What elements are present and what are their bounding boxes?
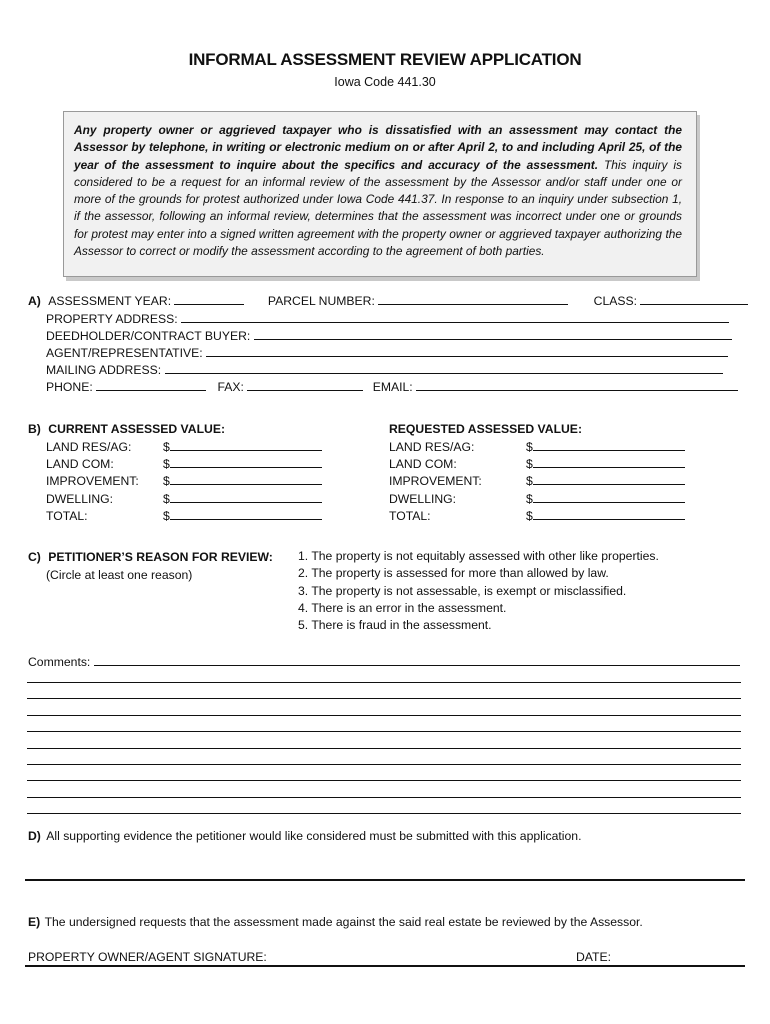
comments-row <box>28 654 740 670</box>
section-e-row <box>28 914 643 930</box>
comments-label: Comments: <box>28 655 91 669</box>
current-value-field[interactable] <box>170 491 322 503</box>
dollar-sign: $ <box>163 440 170 454</box>
current-value-row <box>163 473 322 489</box>
property-address-field[interactable] <box>181 311 729 323</box>
comment-line[interactable] <box>27 780 741 781</box>
section-b-letter: B) <box>28 422 41 436</box>
current-value-label: LAND RES/AG: <box>46 440 132 454</box>
requested-value-row <box>526 473 685 489</box>
email-field[interactable] <box>416 379 738 391</box>
agent-field[interactable] <box>206 345 728 357</box>
requested-value-field[interactable] <box>533 491 685 503</box>
reason-list <box>298 548 659 634</box>
section-a-row-5 <box>46 362 723 378</box>
current-value-label: TOTAL: <box>46 508 88 523</box>
date-label: DATE: <box>576 950 611 964</box>
section-a-row-3 <box>46 328 732 344</box>
comment-line[interactable] <box>27 698 741 699</box>
requested-value-row <box>526 508 685 524</box>
current-value-row <box>163 491 322 507</box>
agent-label: AGENT/REPRESENTATIVE: <box>46 346 203 360</box>
reason-title: PETITIONER’S REASON FOR REVIEW: <box>48 550 273 564</box>
property-address-label: PROPERTY ADDRESS: <box>46 312 178 326</box>
notice-body-text: This inquiry is considered to be a request for an informal review of the assessment by the Assessor and/or staff under one or more of the grounds for protest authorized under Iowa Code 441.37. In response to an inquiry under subsection 1, if the assessor, following an informal review, determines that the assessment was incorrect under one or grounds for protest may enter into a signed written agreement with the property owner or aggrieved taxpayer authorizing the Assessor to correct or modify the assessment according to the agreement of both parties. <box>74 157 682 259</box>
phone-field[interactable] <box>96 379 206 391</box>
comment-line[interactable] <box>27 813 741 814</box>
dollar-sign: $ <box>526 457 533 472</box>
fax-label: FAX: <box>217 380 244 394</box>
page-subtitle: Iowa Code 441.30 <box>334 75 436 89</box>
page-title: INFORMAL ASSESSMENT REVIEW APPLICATION <box>188 50 582 69</box>
section-d-letter: D) <box>28 829 41 843</box>
requested-value-field[interactable] <box>533 456 685 468</box>
reason-item[interactable]: 3. The property is not assessable, is exempt or misclassified. <box>298 583 627 598</box>
section-a-row-2 <box>46 311 729 327</box>
notice-bold-text: Any property owner or aggrieved taxpayer who is dissatisfied with an assessment may contact the Assessor by telephone, in writing or electronic medium on or after April 2, to and including April 25, of the year of the assessment to inquire about the specifics and accuracy of the assessment. <box>74 123 682 172</box>
class-field[interactable] <box>640 293 748 305</box>
reason-item[interactable]: 5. There is fraud in the assessment. <box>298 618 492 633</box>
dollar-sign: $ <box>163 508 170 523</box>
class-label: CLASS: <box>593 294 638 308</box>
section-d-divider <box>25 879 745 881</box>
comment-line[interactable] <box>27 715 741 716</box>
current-value-field[interactable] <box>170 439 322 451</box>
section-d-row <box>28 828 581 844</box>
current-value-label: LAND COM: <box>46 457 114 472</box>
section-a-row-6 <box>46 379 738 395</box>
requested-value-field[interactable] <box>533 508 685 520</box>
phone-label: PHONE: <box>46 380 93 394</box>
dollar-sign: $ <box>163 457 170 472</box>
current-value-label: DWELLING: <box>46 491 114 506</box>
comment-line[interactable] <box>27 682 741 683</box>
requested-value-row <box>526 456 685 472</box>
dollar-sign: $ <box>526 491 533 506</box>
deedholder-label: DEEDHOLDER/CONTRACT BUYER: <box>46 329 251 343</box>
email-label: EMAIL: <box>372 380 413 394</box>
dollar-sign: $ <box>526 474 533 489</box>
reason-hint: (Circle at least one reason) <box>46 568 193 582</box>
notice-box <box>63 111 697 277</box>
current-value-row <box>163 439 322 455</box>
parcel-number-label: PARCEL NUMBER: <box>267 294 375 308</box>
requested-value-label: DWELLING: <box>389 491 457 506</box>
section-e-text: The undersigned requests that the assessment made against the said real estate be reviewed by the Assessor. <box>44 915 643 929</box>
dollar-sign: $ <box>526 508 533 523</box>
current-value-row <box>163 456 322 472</box>
requested-value-field[interactable] <box>533 439 685 451</box>
section-c-header <box>28 549 273 565</box>
current-value-label: IMPROVEMENT: <box>46 474 139 489</box>
requested-value-label: LAND COM: <box>389 457 457 472</box>
mailing-address-label: MAILING ADDRESS: <box>46 363 162 377</box>
section-e-letter: E) <box>28 915 41 929</box>
comment-line[interactable] <box>27 764 741 765</box>
assessment-year-field[interactable] <box>174 293 244 305</box>
section-a-letter: A) <box>28 294 41 308</box>
current-value-field[interactable] <box>170 473 322 485</box>
current-value-field[interactable] <box>170 456 322 468</box>
requested-assessed-title: REQUESTED ASSESSED VALUE: <box>389 422 582 436</box>
requested-value-row <box>526 491 685 507</box>
fax-field[interactable] <box>247 379 363 391</box>
requested-value-field[interactable] <box>533 473 685 485</box>
deedholder-field[interactable] <box>254 328 732 340</box>
requested-value-label: TOTAL: <box>389 508 431 523</box>
reason-item[interactable]: 4. There is an error in the assessment. <box>298 600 507 615</box>
comment-line[interactable] <box>27 748 741 749</box>
mailing-address-field[interactable] <box>165 362 723 374</box>
comments-field[interactable] <box>94 654 740 666</box>
current-assessed-title: CURRENT ASSESSED VALUE: <box>48 422 226 436</box>
requested-value-label: LAND RES/AG: <box>389 440 475 454</box>
section-a-row-4 <box>46 345 728 361</box>
reason-item[interactable]: 2. The property is assessed for more than allowed by law. <box>298 566 609 581</box>
section-c-letter: C) <box>28 550 41 564</box>
parcel-number-field[interactable] <box>378 293 568 305</box>
current-value-row <box>163 508 322 524</box>
signature-line[interactable] <box>25 965 745 967</box>
requested-value-row <box>526 439 685 455</box>
comment-line[interactable] <box>27 797 741 798</box>
reason-item[interactable]: 1. The property is not equitably assessed with other like properties. <box>298 549 659 563</box>
section-b-header <box>28 421 225 437</box>
dollar-sign: $ <box>526 440 533 454</box>
comment-line[interactable] <box>27 731 741 732</box>
section-a-row-1 <box>28 293 748 309</box>
assessment-year-label: ASSESSMENT YEAR: <box>48 294 172 308</box>
dollar-sign: $ <box>163 491 170 506</box>
signature-label: PROPERTY OWNER/AGENT SIGNATURE: <box>28 950 267 964</box>
current-value-field[interactable] <box>170 508 322 520</box>
dollar-sign: $ <box>163 474 170 489</box>
section-d-text: All supporting evidence the petitioner would like considered must be submitted with this application. <box>46 829 582 843</box>
requested-value-label: IMPROVEMENT: <box>389 474 482 489</box>
